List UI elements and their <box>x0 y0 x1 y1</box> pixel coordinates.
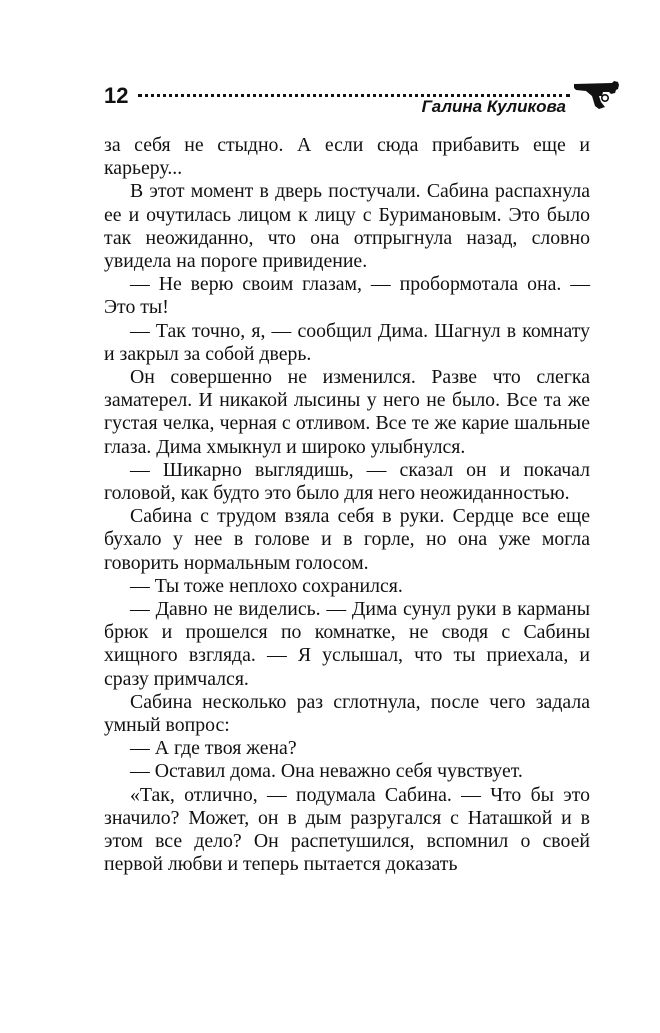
paragraph: Он совершенно не изменился. Разве что слегка заматерел. И никакой лысины у него не было. Все та же густая челка, черная с отливом. Все те же карие шальные глаза. Дима хмыкнул и широко улыбнулся. <box>104 366 590 458</box>
paragraph: — Не верю своим глазам, — пробормотала она. — Это ты! <box>104 273 590 319</box>
paragraph: — Оставил дома. Она неважно себя чувствует. <box>130 760 523 783</box>
paragraph: «Так, отлично, — подумала Сабина. — Что бы это значило? Может, он в дым разругался с Наташкой и в этом все дело? Он распетушился, вспомнил о своей первой любви и теперь пытается доказать <box>104 783 590 876</box>
paragraph: Сабина с трудом взяла себя в руки. Сердце все еще бухало у нее в голове и в горле, но она уже могла говорить нормальным голосом. <box>104 505 590 574</box>
running-header <box>104 80 624 120</box>
paragraph: — А где твоя жена? <box>130 737 297 760</box>
page-number: 12 <box>104 83 129 108</box>
paragraph: — Давно не виделись. — Дима сунул руки в карманы брюк и прошелся по комнатке, не сводя с Сабины хищного взгляда. — Я услышал, что ты приехала, и сразу примчался. <box>104 598 590 690</box>
body-text <box>104 134 590 877</box>
paragraph: Сабина несколько раз сглотнула, после чего задала умный вопрос: <box>104 690 590 737</box>
author-name: Галина Куликова <box>421 97 566 116</box>
paragraph: за себя не стыдно. А если сюда прибавить еще и карьеру... <box>104 134 590 180</box>
paragraph: — Шикарно выглядишь, — сказал он и покачал головой, как будто это было для него неожиданностью. <box>104 458 590 505</box>
revolver-icon <box>572 80 624 110</box>
paragraph: — Ты тоже неплохо сохранился. <box>130 574 403 597</box>
paragraph: В этот момент в дверь постучали. Сабина распахнула ее и очутилась лицом к лицу с Буримановым. Это было так неожиданно, что она отпрыгнула назад, словно увидела на пороге привидение. <box>104 180 590 273</box>
paragraph: — Так точно, я, — сообщил Дима. Шагнул в комнату и закрыл за собой дверь. <box>104 319 590 365</box>
